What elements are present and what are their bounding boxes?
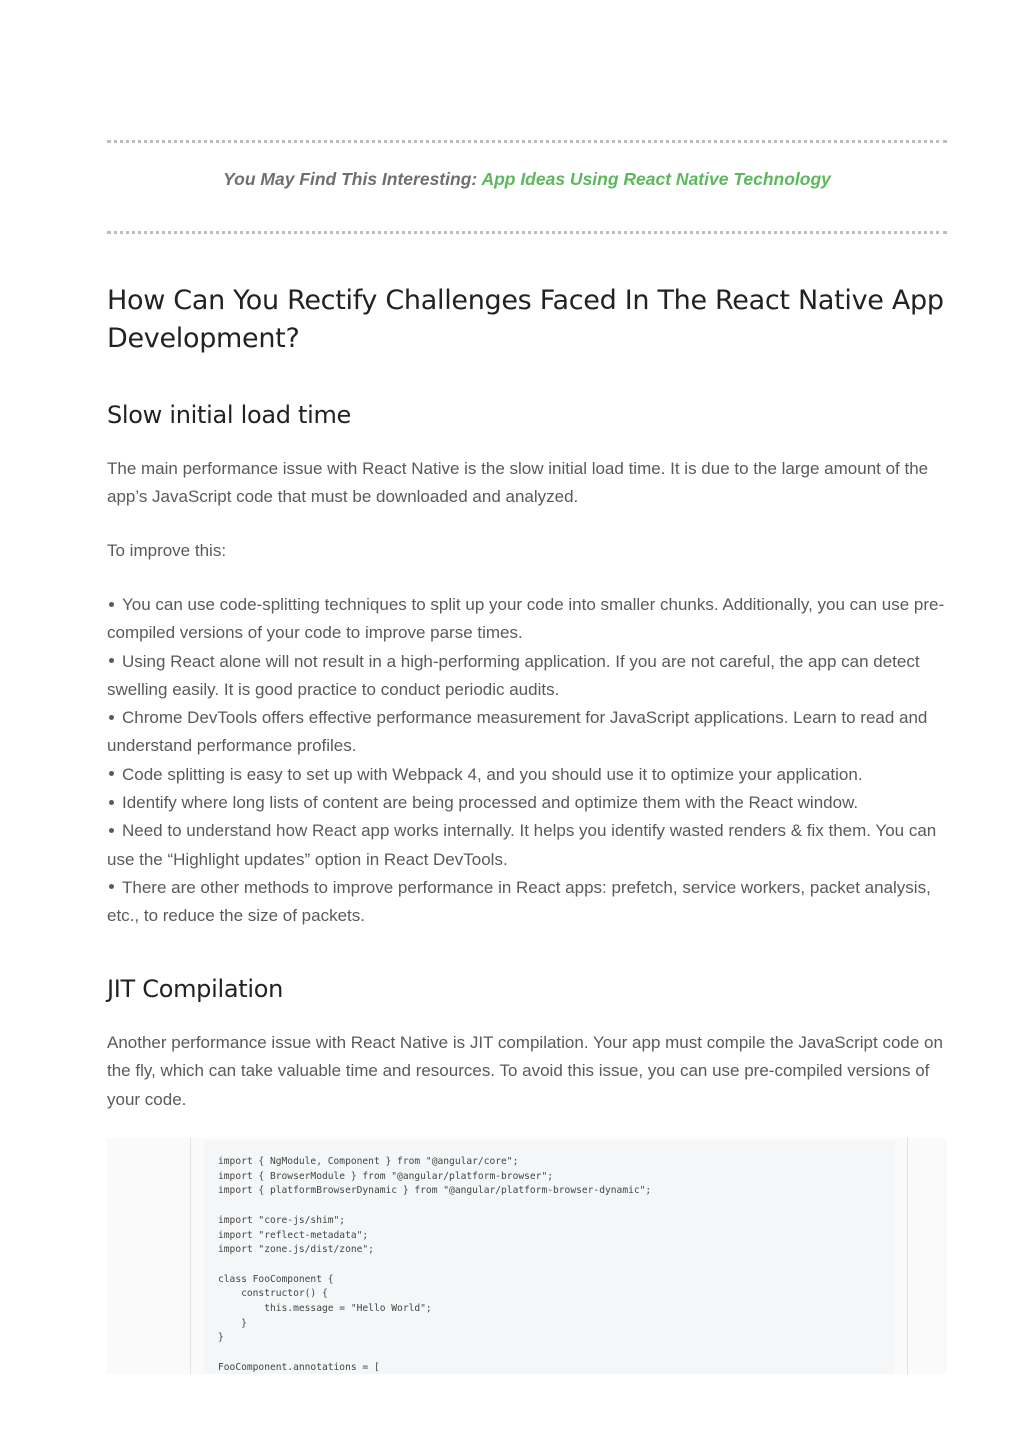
list-item: You can use code-splitting techniques to split up your code into smaller chunks. Additionally, you can use pre-compiled versions of your code to improve parse times. — [107, 595, 945, 643]
top-dotted-divider — [107, 140, 947, 143]
list-item: Code splitting is easy to set up with Webpack 4, and you should use it to optimize your application. — [107, 761, 949, 789]
code-block — [204, 1141, 894, 1374]
section-heading-jit: JIT Compilation — [107, 975, 284, 1003]
jit-paragraph: Another performance issue with React Native is JIT compilation. Your app must compile the JavaScript code on the fly, which can take valuable time and resources. To avoid this issue, you can use pre-compiled versions of your code. — [107, 1033, 943, 1109]
slow-load-paragraph: The main performance issue with React Native is the slow initial load time. It is due to the large amount of the app’s JavaScript code that must be downloaded and analyzed. — [107, 459, 929, 507]
code-snippet: import { NgModule, Component } from "@angular/core"; import { BrowserModule } from "@angular/platform-browser"; import { platformBrowserDynamic } from "@angular/platform-browser-dynamic"; import "core-js/shim"; import "reflect-metadata"; import "zone.js/dist/zone"; class FooComponent { constructor() { this.message = "Hello World"; } } FooComponent.annotations = [ — [218, 1156, 652, 1373]
bullet-icon — [109, 715, 114, 720]
list-item: Using React alone will not result in a high-performing application. If you are not careful, the app can detect swelling easily. It is good practice to conduct periodic audits. — [107, 651, 920, 699]
main-heading: How Can You Rectify Challenges Faced In The React Native App Development? — [107, 285, 944, 354]
bullet-icon — [109, 828, 114, 833]
related-article-callout — [107, 167, 947, 191]
section-heading-slow-load: Slow initial load time — [107, 401, 352, 429]
bullet-icon — [109, 800, 114, 805]
list-item: Need to understand how React app works internally. It helps you identify wasted renders & fix them. You can use the “Highlight updates” option in React DevTools. — [107, 821, 937, 869]
bullet-icon — [109, 658, 114, 663]
list-item: Chrome DevTools offers effective performance measurement for JavaScript applications. Learn to read and understand performance profiles. — [107, 708, 928, 756]
related-article-link[interactable]: App Ideas Using React Native Technology — [481, 169, 831, 189]
improvement-list — [107, 591, 949, 931]
improve-intro: To improve this: — [107, 541, 227, 560]
list-item: Identify where long lists of content are being processed and optimize them with the React window. — [107, 789, 949, 817]
bullet-icon — [109, 771, 114, 776]
bullet-icon — [109, 602, 114, 607]
list-item: There are other methods to improve performance in React apps: prefetch, service workers, packet analysis, etc., to reduce the size of packets. — [107, 877, 931, 926]
callout-prefix: You May Find This Interesting: — [223, 169, 478, 189]
bullet-icon — [109, 884, 114, 889]
code-frame-left-rule — [190, 1138, 191, 1374]
bottom-dotted-divider — [107, 231, 947, 234]
code-frame-right-rule — [907, 1138, 908, 1374]
